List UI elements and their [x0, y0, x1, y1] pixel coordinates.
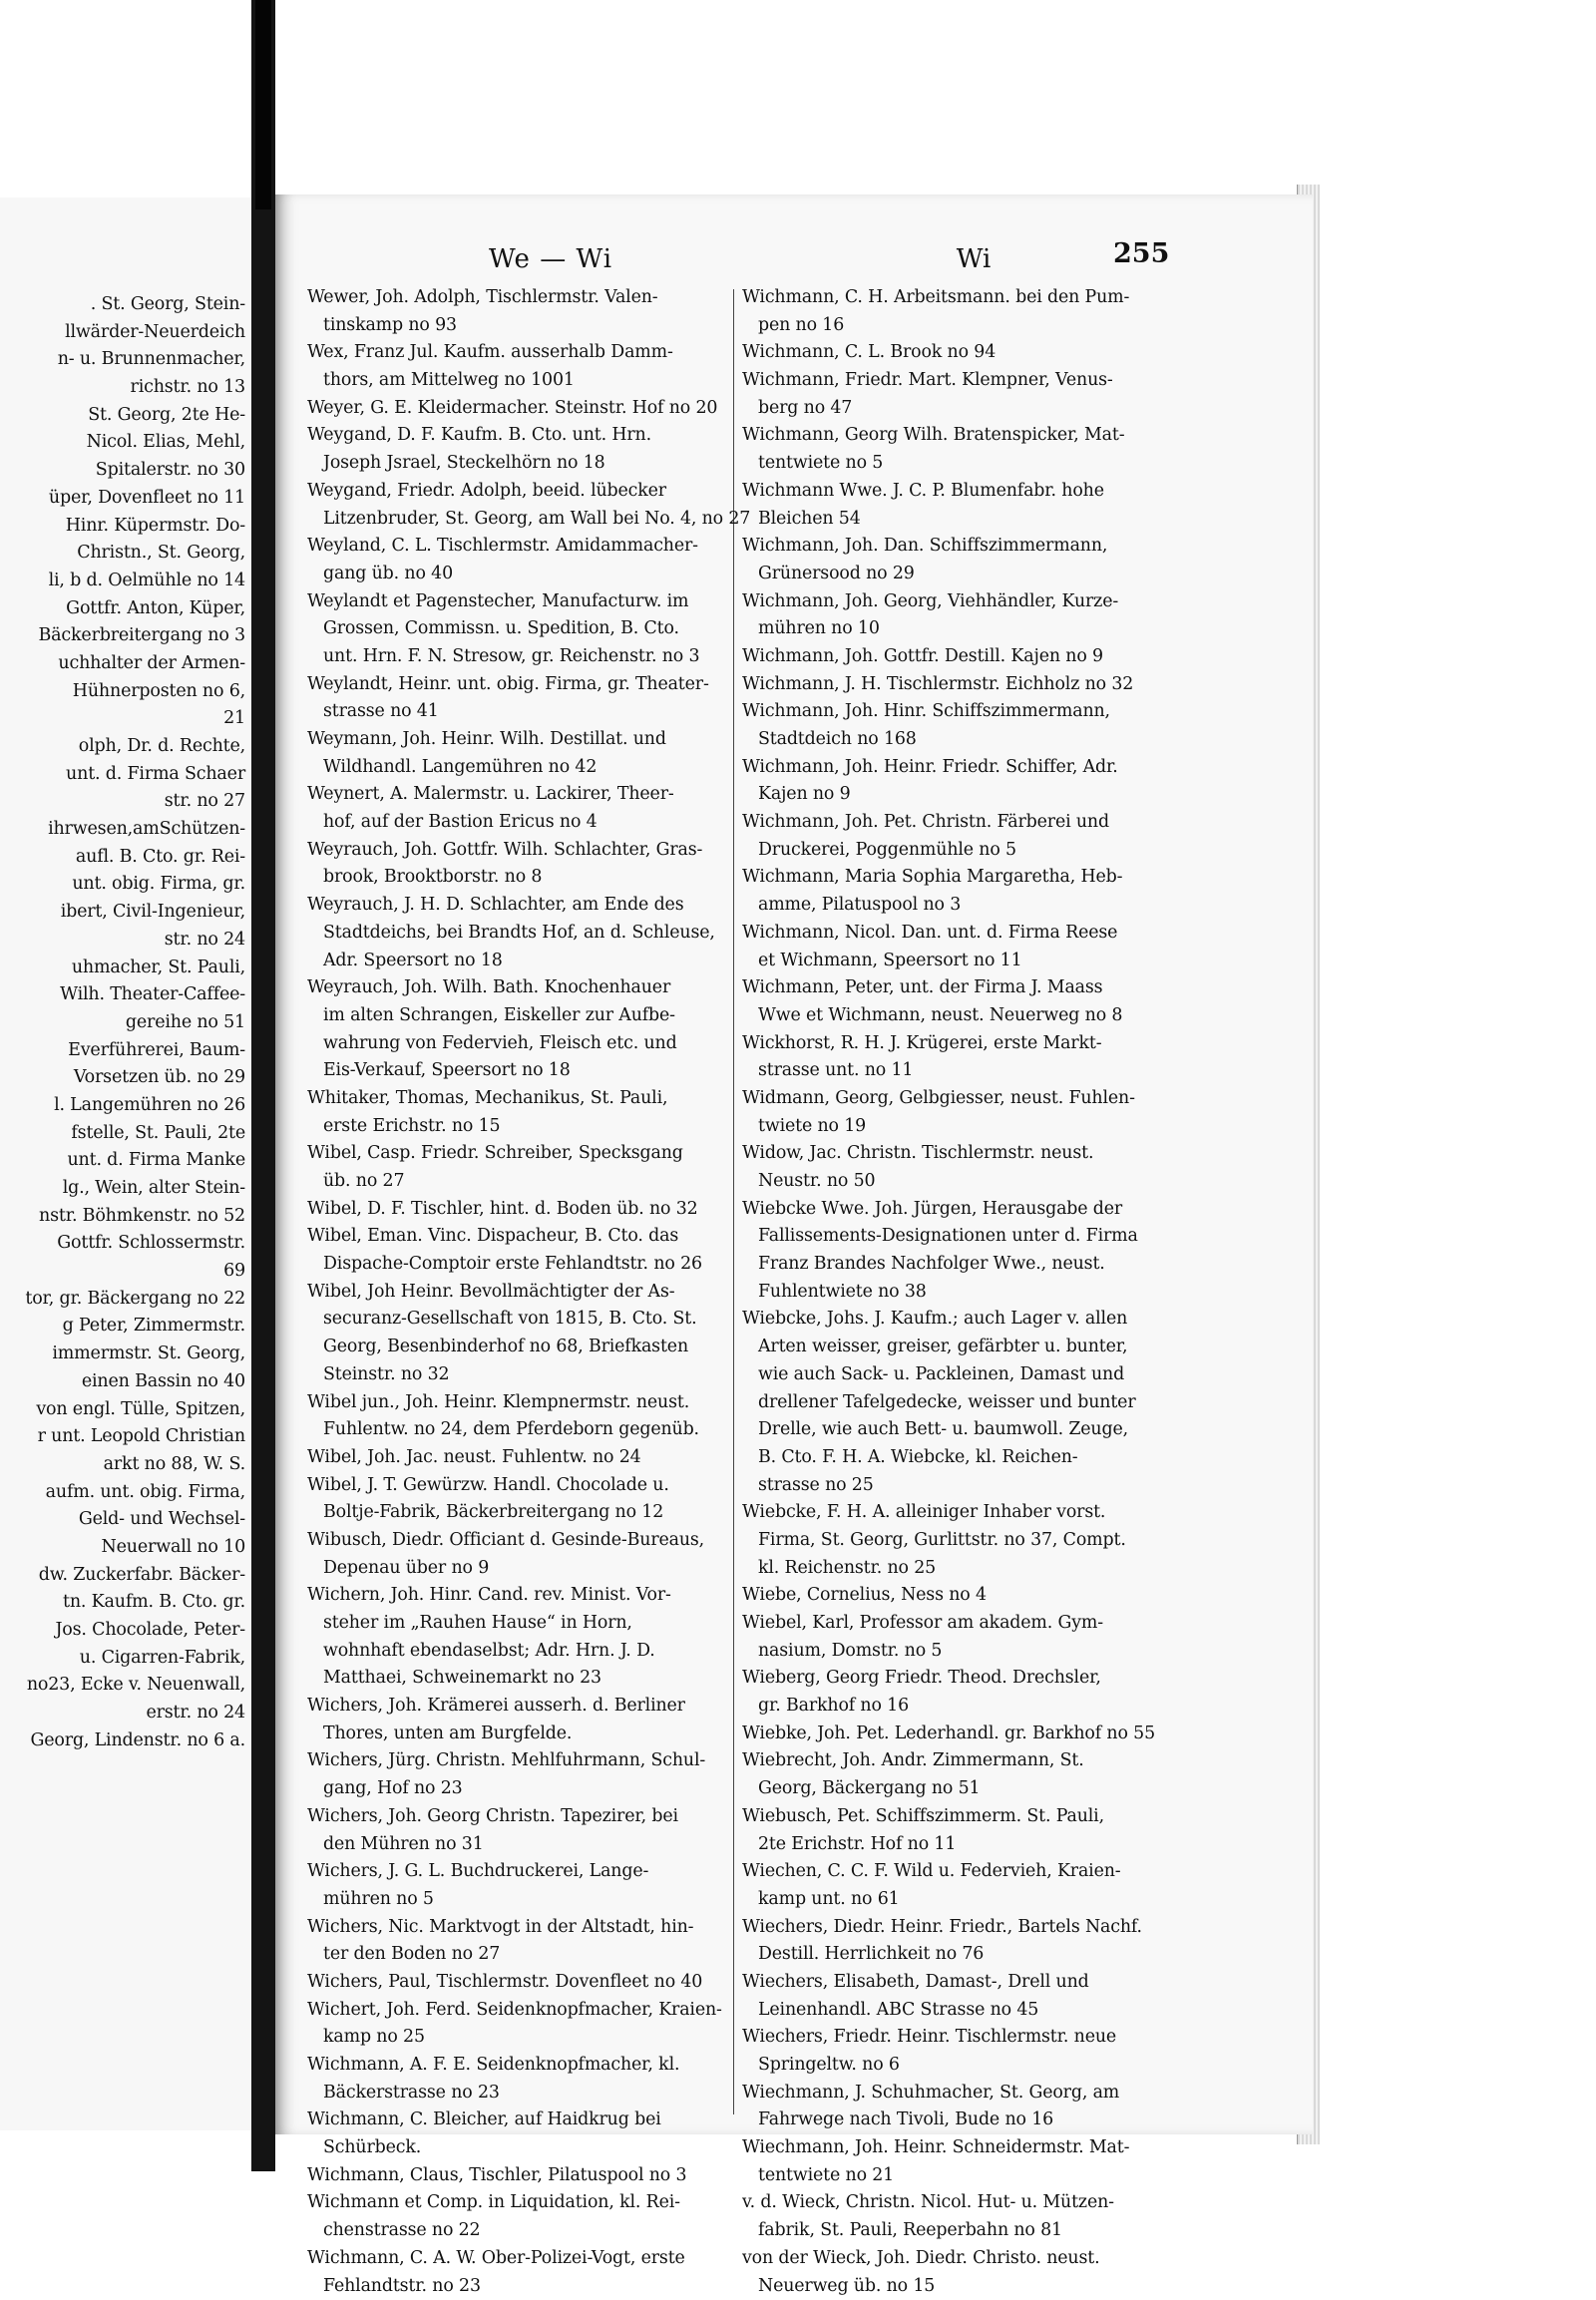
entry-name-line: Wichmann, Friedr. Mart. Klempner, Venus- [742, 367, 1171, 395]
entry-continuation-line: fabrik, St. Pauli, Reeperbahn no 81 [742, 2217, 1171, 2245]
left-page-fragment-line: ibert, Civil-Ingenieur, [2, 899, 245, 927]
entry-continuation-line: Joseph Jsrael, Steckelhörn no 18 [307, 450, 736, 478]
directory-entry [307, 1279, 736, 1389]
entry-continuation-line: Leinenhandl. ABC Strasse no 45 [742, 1997, 1171, 2025]
directory-entry [742, 533, 1171, 587]
entry-continuation-line: Bäckerstrasse no 23 [307, 2080, 736, 2108]
entry-name-line: Wichmann Wwe. J. C. P. Blumenfabr. hohe [742, 478, 1171, 506]
header-alphabet-range: We — Wi [461, 244, 640, 274]
directory-entry [742, 1803, 1171, 1858]
left-page-fragment-line: Gottfr. Schlossermstr. [2, 1230, 245, 1258]
entry-name-line: Weyrauch, Joh. Gottfr. Wilh. Schlachter, Gras- [307, 837, 736, 865]
entry-name-line: Wichmann, C. H. Arbeitsmann. bei den Pum- [742, 284, 1171, 312]
entry-continuation-line: Stadtdeichs, bei Brandts Hof, an d. Schleuse, [307, 920, 736, 948]
entry-name-line: Wibel jun., Joh. Heinr. Klempnermstr. neust. [307, 1389, 736, 1417]
entry-name-line: Wiechers, Diedr. Heinr. Friedr., Bartels Nachf. [742, 1914, 1171, 1942]
left-page-fragment-line: tor, gr. Bäckergang no 22 [2, 1286, 245, 1314]
entry-name-line: Wieberg, Georg Friedr. Theod. Drechsler, [742, 1665, 1171, 1693]
book-spine [251, 0, 275, 2171]
entry-continuation-line: Steinstr. no 32 [307, 1361, 736, 1389]
page-number: 255 [1113, 238, 1169, 269]
left-page-fragment-line: einen Bassin no 40 [2, 1368, 245, 1396]
directory-entry [307, 781, 736, 836]
entry-name-line: Wichmann, Joh. Heinr. Friedr. Schiffer, Adr. [742, 754, 1171, 782]
entry-continuation-line: amme, Pilatuspool no 3 [742, 892, 1171, 920]
left-page-fragment-line: r unt. Leopold Christian [2, 1423, 245, 1451]
entry-continuation-line: Fehlandtstr. no 23 [307, 2273, 736, 2300]
entry-continuation-line: Kajen no 9 [742, 781, 1171, 809]
entry-continuation-line: Litzenbruder, St. Georg, am Wall bei No. 4, no 27 [307, 506, 736, 534]
directory-entry [742, 422, 1171, 477]
directory-entry [307, 2245, 736, 2300]
entry-name-line: Wichmann, Nicol. Dan. unt. d. Firma Reese [742, 920, 1171, 948]
directory-entry [742, 284, 1171, 339]
entry-continuation-line: Neustr. no 50 [742, 1168, 1171, 1196]
left-page-fragment-line: Gottfr. Anton, Küper, [2, 595, 245, 623]
entry-name-line: Wichers, Nic. Marktvogt in der Altstadt, hin- [307, 1914, 736, 1942]
entry-name-line: Wiechmann, Joh. Heinr. Schneidermstr. Mat- [742, 2134, 1171, 2162]
entry-name-line: Wibel, Joh. Jac. neust. Fuhlentw. no 24 [307, 1444, 736, 1472]
entry-continuation-line: Neuerweg üb. no 15 [742, 2273, 1171, 2300]
entry-continuation-line: Thores, unten am Burgfelde. [307, 1721, 736, 1748]
entry-name-line: Wibel, J. T. Gewürzw. Handl. Chocolade u. [307, 1472, 736, 1500]
entry-name-line: Wibel, Eman. Vinc. Dispacheur, B. Cto. das [307, 1223, 736, 1251]
directory-column-right [742, 284, 1171, 2300]
entry-name-line: Wichmann, Joh. Gottfr. Destill. Kajen no 9 [742, 643, 1171, 671]
directory-entry [742, 2080, 1171, 2134]
entry-continuation-line: Springeltw. no 6 [742, 2052, 1171, 2080]
binding-strip [255, 0, 271, 209]
entry-continuation-line: Georg, Bäckergang no 51 [742, 1775, 1171, 1803]
directory-entry [307, 2162, 736, 2190]
entry-name-line: Widmann, Georg, Gelbgiesser, neust. Fuhlen- [742, 1085, 1171, 1113]
entry-name-line: Wichmann, J. H. Tischlermstr. Eichholz no 32 [742, 671, 1171, 699]
entry-name-line: Wex, Franz Jul. Kaufm. ausserhalb Damm- [307, 339, 736, 367]
left-page-fragment-line: fstelle, St. Pauli, 2te [2, 1120, 245, 1148]
entry-continuation-line: Franz Brandes Nachfolger Wwe., neust. [742, 1251, 1171, 1279]
entry-name-line: Wiechers, Elisabeth, Damast-, Drell und [742, 1969, 1171, 1997]
directory-entry [307, 974, 736, 1085]
directory-entry [307, 339, 736, 394]
left-page-fragment-line: immermstr. St. Georg, [2, 1341, 245, 1368]
left-page-fragment-line: Spitalerstr. no 30 [2, 457, 245, 485]
left-page-fragment-line: von engl. Tülle, Spitzen, [2, 1396, 245, 1424]
directory-entry [307, 1140, 736, 1195]
entry-continuation-line: unt. Hrn. F. N. Stresow, gr. Reichenstr. no 3 [307, 643, 736, 671]
left-page-fragment-line: ihrwesen,amSchützen- [2, 816, 245, 844]
directory-entry [307, 422, 736, 477]
entry-continuation-line: chenstrasse no 22 [307, 2217, 736, 2245]
directory-entry [307, 726, 736, 781]
directory-entry [742, 1085, 1171, 1140]
entry-continuation-line: berg no 47 [742, 395, 1171, 423]
left-page-fragment-line: no23, Ecke v. Neuenwall, [2, 1672, 245, 1700]
entry-continuation-line: wahrung von Federvieh, Fleisch etc. und [307, 1030, 736, 1058]
directory-entry [742, 1914, 1171, 1969]
entry-name-line: Weylandt et Pagenstecher, Manufacturw. im [307, 588, 736, 616]
left-page-text-column [2, 291, 245, 1754]
left-page-fragment-line: richstr. no 13 [2, 374, 245, 402]
directory-entry [307, 1693, 736, 1747]
entry-continuation-line: kl. Reichenstr. no 25 [742, 1555, 1171, 1583]
entry-continuation-line: Adr. Speersort no 18 [307, 948, 736, 975]
directory-entry [742, 2134, 1171, 2189]
entry-name-line: Weygand, Friedr. Adolph, beeid. lübecker [307, 478, 736, 506]
entry-continuation-line: Arten weisser, greiser, gefärbter u. bunter, [742, 1334, 1171, 1361]
directory-entry [742, 1665, 1171, 1720]
directory-column-left [307, 284, 736, 2300]
entry-name-line: Wiebke, Joh. Pet. Lederhandl. gr. Barkhof no 55 [742, 1721, 1171, 1748]
entry-name-line: Wichers, Paul, Tischlermstr. Dovenfleet no 40 [307, 1969, 736, 1997]
entry-continuation-line: kamp no 25 [307, 2024, 736, 2052]
entry-continuation-line: üb. no 27 [307, 1168, 736, 1196]
entry-name-line: Wichers, Joh. Georg Christn. Tapezirer, bei [307, 1803, 736, 1831]
entry-continuation-line: Eis-Verkauf, Speersort no 18 [307, 1057, 736, 1085]
left-page-fragment-line: Geld- und Wechsel- [2, 1506, 245, 1534]
directory-entry [742, 1306, 1171, 1499]
left-page-fragment-line: Vorsetzen üb. no 29 [2, 1064, 245, 1092]
left-page-fragment-line: nstr. Böhmkenstr. no 52 [2, 1203, 245, 1231]
directory-entry [307, 671, 736, 726]
directory-entry [742, 1610, 1171, 1665]
entry-continuation-line: steher im „Rauhen Hause“ in Horn, [307, 1610, 736, 1638]
left-page-fragment-line: arkt no 88, W. S. [2, 1451, 245, 1479]
directory-entry [307, 1582, 736, 1693]
directory-entry [307, 1858, 736, 1913]
directory-entry [307, 837, 736, 892]
entry-continuation-line: brook, Brooktborstr. no 8 [307, 864, 736, 892]
running-header [275, 244, 1313, 284]
directory-entry [742, 864, 1171, 919]
left-page-fragment-line: Neuerwall no 10 [2, 1534, 245, 1562]
entry-name-line: Wichmann, Joh. Dan. Schiffszimmermann, [742, 533, 1171, 561]
directory-entry [307, 892, 736, 974]
entry-continuation-line: Stadtdeich no 168 [742, 726, 1171, 754]
left-page-fragment-line: Everführerei, Baum- [2, 1037, 245, 1065]
left-page-fragment-line: gereihe no 51 [2, 1009, 245, 1037]
left-page-fragment-line: unt. obig. Firma, gr. [2, 871, 245, 899]
entry-continuation-line: den Mühren no 31 [307, 1831, 736, 1859]
entry-continuation-line: Fahrwege nach Tivoli, Bude no 16 [742, 2107, 1171, 2134]
entry-continuation-line: Georg, Besenbinderhof no 68, Briefkasten [307, 1334, 736, 1361]
entry-continuation-line: Schürbeck. [307, 2134, 736, 2162]
directory-entry [742, 1721, 1171, 1748]
entry-continuation-line: gr. Barkhof no 16 [742, 1693, 1171, 1721]
entry-continuation-line: erste Erichstr. no 15 [307, 1113, 736, 1141]
entry-continuation-line: wie auch Sack- u. Packleinen, Damast und [742, 1361, 1171, 1389]
directory-entry [307, 1196, 736, 1224]
entry-name-line: Widow, Jac. Christn. Tischlermstr. neust. [742, 1140, 1171, 1168]
directory-entry [307, 1527, 736, 1582]
entry-name-line: Wiebcke Wwe. Joh. Jürgen, Herausgabe der [742, 1196, 1171, 1224]
left-page-fragment-line: üper, Dovenfleet no 11 [2, 485, 245, 513]
entry-name-line: Wewer, Joh. Adolph, Tischlermstr. Valen- [307, 284, 736, 312]
directory-entry [742, 920, 1171, 974]
entry-continuation-line: wohnhaft ebendaselbst; Adr. Hrn. J. D. [307, 1638, 736, 1666]
left-page-fragment-line: lg., Wein, alter Stein- [2, 1175, 245, 1203]
left-page-fragment-line: llwärder-Neuerdeich [2, 319, 245, 347]
entry-name-line: Wichmann, Georg Wilh. Bratenspicker, Mat- [742, 422, 1171, 450]
left-page-fragment-line: n- u. Brunnenmacher, [2, 346, 245, 374]
entry-name-line: Wichmann, Peter, unt. der Firma J. Maass [742, 974, 1171, 1002]
entry-name-line: Weygand, D. F. Kaufm. B. Cto. unt. Hrn. [307, 422, 736, 450]
entry-continuation-line: strasse no 25 [742, 1472, 1171, 1500]
entry-name-line: Wiebel, Karl, Professor am akadem. Gym- [742, 1610, 1171, 1638]
directory-entry [742, 671, 1171, 699]
entry-continuation-line: B. Cto. F. H. A. Wiebcke, kl. Reichen- [742, 1444, 1171, 1472]
left-page-fragment-line: tn. Kaufm. B. Cto. gr. [2, 1589, 245, 1617]
entry-continuation-line: gang üb. no 40 [307, 561, 736, 588]
entry-continuation-line: Grünersood no 29 [742, 561, 1171, 588]
entry-continuation-line: Fallissements-Designationen unter d. Firma [742, 1223, 1171, 1251]
left-page-fragment-line: Hühnerposten no 6, [2, 678, 245, 706]
left-page-fragment-line: . St. Georg, Stein- [2, 291, 245, 319]
entry-continuation-line: Wildhandl. Langemühren no 42 [307, 754, 736, 782]
directory-entry [742, 1582, 1171, 1610]
entry-name-line: Wichers, Jürg. Christn. Mehlfuhrmann, Schul- [307, 1747, 736, 1775]
directory-entry [742, 1499, 1171, 1582]
left-page-fragment-line: Nicol. Elias, Mehl, [2, 429, 245, 457]
entry-name-line: Wichmann, A. F. E. Seidenknopfmacher, kl. [307, 2052, 736, 2080]
entry-continuation-line: Boltje-Fabrik, Bäckerbreitergang no 12 [307, 1499, 736, 1527]
left-page-fragment [0, 197, 254, 2130]
entry-name-line: Weylandt, Heinr. unt. obig. Firma, gr. Theater- [307, 671, 736, 699]
entry-name-line: Wichmann et Comp. in Liquidation, kl. Rei- [307, 2189, 736, 2217]
entry-name-line: Wichmann, C. Bleicher, auf Haidkrug bei [307, 2107, 736, 2134]
directory-entry [742, 1140, 1171, 1195]
entry-continuation-line: kamp unt. no 61 [742, 1886, 1171, 1914]
left-page-fragment-line: 21 [2, 705, 245, 733]
entry-continuation-line: Depenau über no 9 [307, 1555, 736, 1583]
directory-entry [742, 367, 1171, 422]
directory-entry [742, 1196, 1171, 1307]
directory-entry [307, 1389, 736, 1444]
entry-name-line: Weyer, G. E. Kleidermacher. Steinstr. Hof no 20 [307, 395, 736, 423]
directory-page [275, 194, 1313, 2134]
entry-name-line: Wichers, Joh. Krämerei ausserh. d. Berliner [307, 1693, 736, 1721]
directory-entry [307, 284, 736, 339]
left-page-fragment-line: g Peter, Zimmermstr. [2, 1313, 245, 1341]
entry-name-line: Whitaker, Thomas, Mechanikus, St. Pauli, [307, 1085, 736, 1113]
left-page-fragment-line: uchhalter der Armen- [2, 650, 245, 678]
directory-entry [307, 478, 736, 533]
entry-continuation-line: twiete no 19 [742, 1113, 1171, 1141]
left-page-fragment-line: li, b d. Oelmühle no 14 [2, 568, 245, 595]
entry-continuation-line: 2te Erichstr. Hof no 11 [742, 1831, 1171, 1859]
left-page-fragment-line: 69 [2, 1258, 245, 1286]
directory-entry [742, 588, 1171, 643]
left-page-fragment-line: l. Langemühren no 26 [2, 1092, 245, 1120]
entry-name-line: von der Wieck, Joh. Diedr. Christo. neust. [742, 2245, 1171, 2273]
entry-continuation-line: Wwe et Wichmann, neust. Neuerweg no 8 [742, 1002, 1171, 1030]
directory-entry [742, 643, 1171, 671]
left-page-fragment-line: Christn., St. Georg, [2, 540, 245, 568]
entry-continuation-line: strasse no 41 [307, 698, 736, 726]
directory-entry [742, 974, 1171, 1029]
directory-entry [742, 1969, 1171, 2024]
entry-continuation-line: securanz-Gesellschaft von 1815, B. Cto. St. [307, 1306, 736, 1334]
left-page-fragment-line: aufl. B. Cto. gr. Rei- [2, 844, 245, 872]
directory-entry [742, 478, 1171, 533]
entry-continuation-line: mühren no 10 [742, 615, 1171, 643]
entry-name-line: Wichers, J. G. L. Buchdruckerei, Lange- [307, 1858, 736, 1886]
entry-name-line: Weynert, A. Malermstr. u. Lackirer, Theer- [307, 781, 736, 809]
directory-entry [742, 339, 1171, 367]
left-page-fragment-line: Bäckerbreitergang no 3 [2, 622, 245, 650]
directory-entry [307, 533, 736, 587]
left-page-fragment-line: Hinr. Küpermstr. Do- [2, 513, 245, 541]
entry-continuation-line: tentwiete no 5 [742, 450, 1171, 478]
entry-name-line: Wibel, Joh Heinr. Bevollmächtigter der As- [307, 1279, 736, 1307]
header-alphabet-current: Wi [914, 244, 1033, 274]
directory-entry [742, 1858, 1171, 1913]
entry-name-line: Wibusch, Diedr. Officiant d. Gesinde-Bureaus, [307, 1527, 736, 1555]
entry-name-line: Wiechen, C. C. F. Wild u. Federvieh, Kraien- [742, 1858, 1171, 1886]
entry-name-line: Wichmann, Joh. Pet. Christn. Färberei und [742, 809, 1171, 837]
directory-entry [742, 1747, 1171, 1802]
left-page-fragment-line: erstr. no 24 [2, 1700, 245, 1727]
directory-entry [307, 1969, 736, 1997]
entry-name-line: Wichmann, C. A. W. Ober-Polizei-Vogt, erste [307, 2245, 736, 2273]
entry-continuation-line: im alten Schrangen, Eiskeller zur Aufbe- [307, 1002, 736, 1030]
directory-entry [742, 809, 1171, 864]
entry-continuation-line: mühren no 5 [307, 1886, 736, 1914]
directory-entry [307, 1085, 736, 1140]
left-page-fragment-line: Jos. Chocolade, Peter- [2, 1617, 245, 1645]
directory-entry [307, 2052, 736, 2107]
directory-entry [307, 1997, 736, 2052]
entry-name-line: Weymann, Joh. Heinr. Wilh. Destillat. und [307, 726, 736, 754]
left-page-fragment-line: unt. d. Firma Manke [2, 1147, 245, 1175]
entry-continuation-line: Bleichen 54 [742, 506, 1171, 534]
entry-continuation-line: pen no 16 [742, 312, 1171, 340]
directory-entry [742, 698, 1171, 753]
left-page-fragment-line: unt. d. Firma Schaer [2, 761, 245, 789]
directory-entry [742, 2245, 1171, 2300]
entry-continuation-line: Dispache-Comptoir erste Fehlandtstr. no 26 [307, 1251, 736, 1279]
directory-entry [307, 1472, 736, 1527]
entry-continuation-line: gang, Hof no 23 [307, 1775, 736, 1803]
directory-entry [307, 1914, 736, 1969]
entry-name-line: Wibel, D. F. Tischler, hint. d. Boden üb. no 32 [307, 1196, 736, 1224]
left-page-fragment-line: aufm. unt. obig. Firma, [2, 1479, 245, 1507]
left-page-fragment-line: u. Cigarren-Fabrik, [2, 1645, 245, 1673]
entry-continuation-line: et Wichmann, Speersort no 11 [742, 948, 1171, 975]
directory-entry [307, 1747, 736, 1802]
entry-continuation-line: thors, am Mittelweg no 1001 [307, 367, 736, 395]
entry-name-line: Wiechmann, J. Schuhmacher, St. Georg, am [742, 2080, 1171, 2108]
left-page-fragment-line: St. Georg, 2te He- [2, 402, 245, 430]
directory-entry [742, 754, 1171, 809]
entry-name-line: Wiebrecht, Joh. Andr. Zimmermann, St. [742, 1747, 1171, 1775]
directory-entry [307, 2189, 736, 2244]
entry-continuation-line: Grossen, Commissn. u. Spedition, B. Cto. [307, 615, 736, 643]
entry-continuation-line: drellener Tafelgedecke, weisser und bunter [742, 1389, 1171, 1417]
entry-name-line: Wichmann, C. L. Brook no 94 [742, 339, 1171, 367]
directory-entry [307, 588, 736, 671]
directory-entry [307, 395, 736, 423]
directory-entry [742, 2024, 1171, 2079]
entry-name-line: Weyland, C. L. Tischlermstr. Amidammacher- [307, 533, 736, 561]
left-page-fragment-line: dw. Zuckerfabr. Bäcker- [2, 1562, 245, 1590]
entry-name-line: Wichert, Joh. Ferd. Seidenknopfmacher, Kraien- [307, 1997, 736, 2025]
entry-continuation-line: tentwiete no 21 [742, 2162, 1171, 2190]
entry-name-line: Wiebe, Cornelius, Ness no 4 [742, 1582, 1171, 1610]
left-page-fragment-line: str. no 24 [2, 927, 245, 955]
entry-continuation-line: hof, auf der Bastion Ericus no 4 [307, 809, 736, 837]
directory-entry [307, 1223, 736, 1278]
entry-name-line: Wiebcke, Johs. J. Kaufm.; auch Lager v. allen [742, 1306, 1171, 1334]
entry-name-line: Wichmann, Joh. Hinr. Schiffszimmermann, [742, 698, 1171, 726]
entry-continuation-line: Matthaei, Schweinemarkt no 23 [307, 1665, 736, 1693]
entry-name-line: Wichmann, Maria Sophia Margaretha, Heb- [742, 864, 1171, 892]
directory-entry [742, 2189, 1171, 2244]
entry-name-line: Wiechers, Friedr. Heinr. Tischlermstr. neue [742, 2024, 1171, 2052]
entry-continuation-line: Drelle, wie auch Bett- u. baumwoll. Zeuge, [742, 1416, 1171, 1444]
entry-name-line: Wichmann, Claus, Tischler, Pilatuspool no 3 [307, 2162, 736, 2190]
entry-continuation-line: nasium, Domstr. no 5 [742, 1638, 1171, 1666]
entry-name-line: Wibel, Casp. Friedr. Schreiber, Specksgang [307, 1140, 736, 1168]
entry-continuation-line: strasse unt. no 11 [742, 1057, 1171, 1085]
left-page-fragment-line: olph, Dr. d. Rechte, [2, 733, 245, 761]
entry-continuation-line: Destill. Herrlichkeit no 76 [742, 1941, 1171, 1969]
left-page-fragment-line: uhmacher, St. Pauli, [2, 955, 245, 982]
directory-entry [307, 1444, 736, 1472]
directory-entry [742, 1030, 1171, 1085]
left-page-fragment-line: Georg, Lindenstr. no 6 a. [2, 1727, 245, 1755]
entry-name-line: Wichern, Joh. Hinr. Cand. rev. Minist. Vor- [307, 1582, 736, 1610]
entry-continuation-line: tinskamp no 93 [307, 312, 736, 340]
left-page-fragment-line: str. no 27 [2, 788, 245, 816]
entry-name-line: Wiebusch, Pet. Schiffszimmerm. St. Pauli, [742, 1803, 1171, 1831]
entry-continuation-line: ter den Boden no 27 [307, 1941, 736, 1969]
entry-name-line: Weyrauch, Joh. Wilh. Bath. Knochenhauer [307, 974, 736, 1002]
entry-name-line: v. d. Wieck, Christn. Nicol. Hut- u. Mützen- [742, 2189, 1171, 2217]
directory-entry [307, 2107, 736, 2161]
entry-name-line: Wickhorst, R. H. J. Krügerei, erste Markt- [742, 1030, 1171, 1058]
entry-continuation-line: Fuhlentwiete no 38 [742, 1279, 1171, 1307]
directory-entry [307, 1803, 736, 1858]
entry-name-line: Wichmann, Joh. Georg, Viehhändler, Kurze- [742, 588, 1171, 616]
left-page-fragment-line: Wilh. Theater-Caffee- [2, 981, 245, 1009]
entry-name-line: Weyrauch, J. H. D. Schlachter, am Ende des [307, 892, 736, 920]
entry-continuation-line: Fuhlentw. no 24, dem Pferdeborn gegenüb. [307, 1416, 736, 1444]
entry-continuation-line: Druckerei, Poggenmühle no 5 [742, 837, 1171, 865]
entry-name-line: Wiebcke, F. H. A. alleiniger Inhaber vorst. [742, 1499, 1171, 1527]
entry-continuation-line: Firma, St. Georg, Gurlittstr. no 37, Compt. [742, 1527, 1171, 1555]
